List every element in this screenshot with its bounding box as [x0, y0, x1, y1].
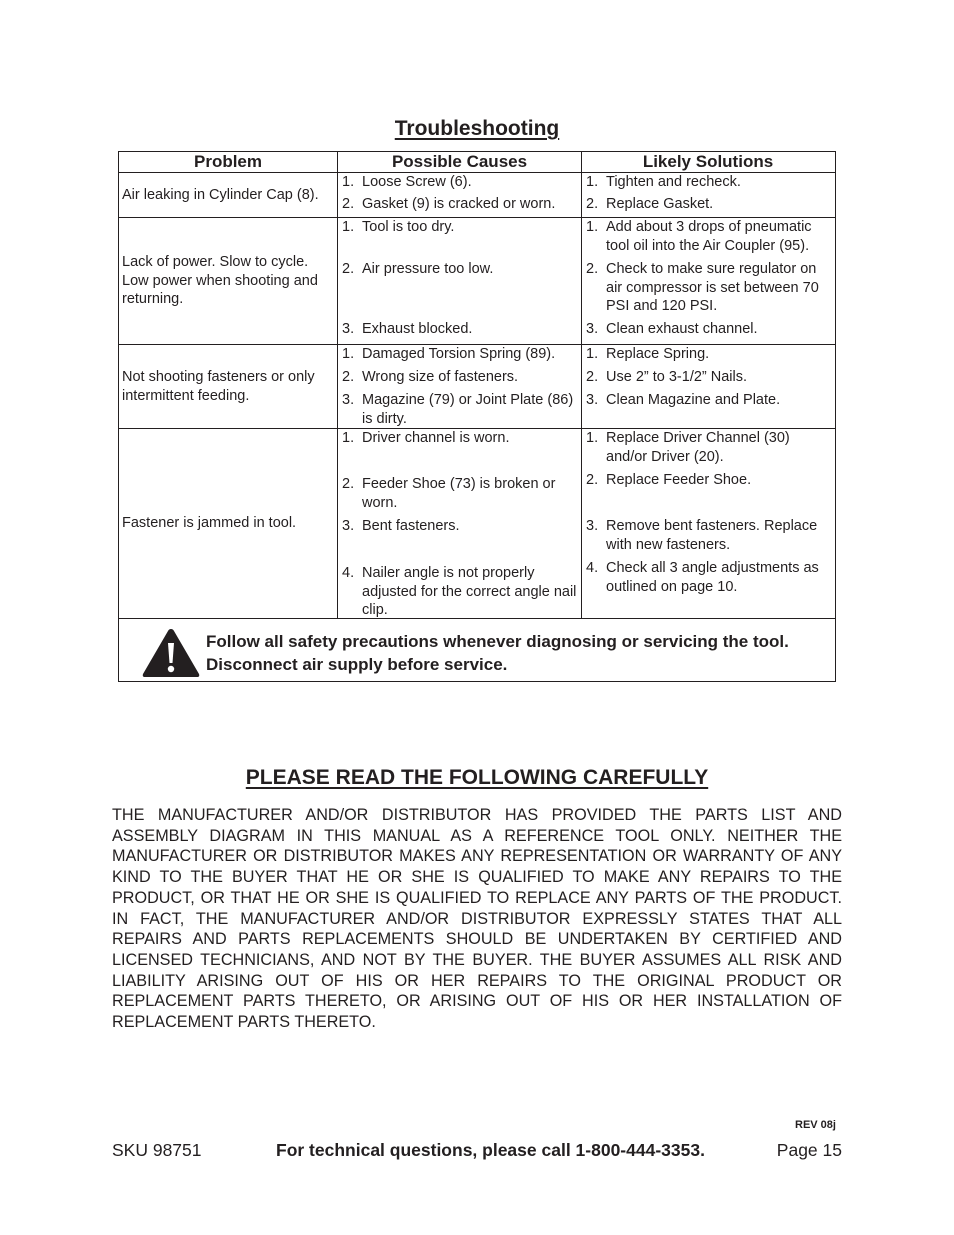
safety-warning	[119, 619, 835, 681]
tech-support-text: For technical questions, please call 1-800-444-3353.	[276, 1140, 705, 1160]
list-item: 1. Tool is too dry.	[342, 219, 455, 235]
page-number: Page 15	[776, 1140, 842, 1160]
list-item: 2. Check to make sure regulator on air compressor is set between 70 PSI and 120 PSI.	[586, 261, 819, 314]
list-item: 1. Replace Driver Channel (30) and/or Driver (20).	[586, 430, 790, 465]
page-footer	[112, 1140, 842, 1162]
header-possible-causes: Possible Causes	[338, 152, 582, 172]
header-problem: Problem	[119, 152, 338, 172]
notice-heading	[0, 766, 954, 790]
list-item: 2. Wrong size of fasteners.	[342, 369, 519, 385]
list-item: 3. Clean Magazine and Plate.	[586, 392, 781, 408]
list-item: 2. Air pressure too low.	[342, 261, 494, 277]
list-item: 2. Gasket (9) is cracked or worn.	[342, 196, 556, 212]
sku-label: SKU 98751	[112, 1140, 202, 1160]
list-item: 3. Exhaust blocked.	[342, 321, 473, 337]
list-item: 2. Feeder Shoe (73) is broken or worn.	[342, 476, 556, 511]
solutions-cell	[582, 345, 834, 428]
list-item: 4. Nailer angle is not properly adjusted for the correct angle nail clip.	[342, 565, 577, 618]
solutions-cell	[582, 173, 834, 217]
causes-cell	[338, 218, 582, 344]
list-item: 2. Use 2” to 3-1/2” Nails.	[586, 369, 748, 385]
troubleshooting-heading	[0, 117, 954, 141]
problem-cell: Not shooting fasteners or only intermittent feeding.	[119, 345, 338, 428]
table-row	[119, 173, 835, 218]
list-item: 1. Tighten and recheck.	[586, 174, 741, 190]
safety-warning-text: Follow all safety precautions whenever diagnosing or servicing the tool. Disconnect air supply before service.	[206, 632, 789, 674]
notice-title: PLEASE READ THE FOLLOWING CAREFULLY	[245, 766, 709, 789]
causes-cell	[338, 173, 582, 217]
table-row	[119, 345, 835, 429]
solutions-cell	[582, 429, 834, 618]
table-header-row	[119, 152, 835, 173]
problem-cell: Lack of power. Slow to cycle. Low power when shooting and returning.	[119, 218, 338, 344]
list-item: 2. Replace Gasket.	[586, 196, 714, 212]
list-item: 1. Replace Spring.	[586, 346, 710, 362]
list-item: 3. Magazine (79) or Joint Plate (86) is dirty.	[342, 392, 574, 427]
list-item: 1. Damaged Torsion Spring (89).	[342, 346, 556, 362]
table-row	[119, 429, 835, 619]
causes-cell	[338, 429, 582, 618]
disclaimer-paragraph: THE MANUFACTURER AND/OR DISTRIBUTOR HAS PROVIDED THE PARTS LIST AND ASSEMBLY DIAGRAM IN THIS MANUAL AS A REFERENCE TOOL ONLY. NEITHER THE MANUFACTURER OR DISTRIBUTOR MAKES ANY REPRESENTATION OR WARRANTY OF ANY KIND TO THE BUYER THAT HE OR SHE IS QUALIFIED TO MAKE ANY REPAIRS TO THE PRODUCT, OR THAT HE OR SHE IS QUALIFIED TO REPLACE ANY PARTS OF THE PRODUCT. IN FACT, THE MANUFACTURER AND/OR DISTRIBUTOR EXPRESSLY STATES THAT ALL REPAIRS AND PARTS REPLACEMENTS SHOULD BE UNDERTAKEN BY CERTIFIED AND LICENSED TECHNICIANS, AND NOT BY THE BUYER. THE BUYER ASSUMES ALL RISK AND LIABILITY ARISING OUT OF HIS OR HER REPAIRS TO THE ORIGINAL PRODUCT OR REPLACEMENT PARTS THERETO, OR ARISING OUT OF HIS OR HER INSTALLATION OF REPLACEMENT PARTS THERETO.	[112, 806, 842, 1032]
list-item: 1. Add about 3 drops of pneumatic tool oil into the Air Coupler (95).	[586, 219, 812, 254]
list-item: 1. Driver channel is worn.	[342, 430, 510, 446]
list-item: 2. Replace Feeder Shoe.	[586, 472, 752, 488]
list-item: 3. Remove bent fasteners. Replace with new fasteners.	[586, 518, 818, 553]
list-item: 3. Clean exhaust channel.	[586, 321, 758, 337]
problem-cell: Fastener is jammed in tool.	[119, 429, 338, 618]
causes-cell	[338, 345, 582, 428]
header-likely-solutions: Likely Solutions	[642, 152, 774, 171]
problem-cell: Air leaking in Cylinder Cap (8).	[119, 173, 338, 217]
troubleshooting-table	[118, 151, 836, 682]
troubleshooting-title: Troubleshooting	[394, 117, 560, 140]
table-row	[119, 218, 835, 345]
list-item: 3. Bent fasteners.	[342, 518, 460, 534]
revision-label: REV 08j	[795, 1119, 836, 1131]
warning-triangle-icon	[141, 627, 201, 679]
solutions-cell	[582, 218, 834, 344]
list-item: 4. Check all 3 angle adjustments as outlined on page 10.	[586, 560, 819, 595]
list-item: 1. Loose Screw (6).	[342, 174, 472, 190]
